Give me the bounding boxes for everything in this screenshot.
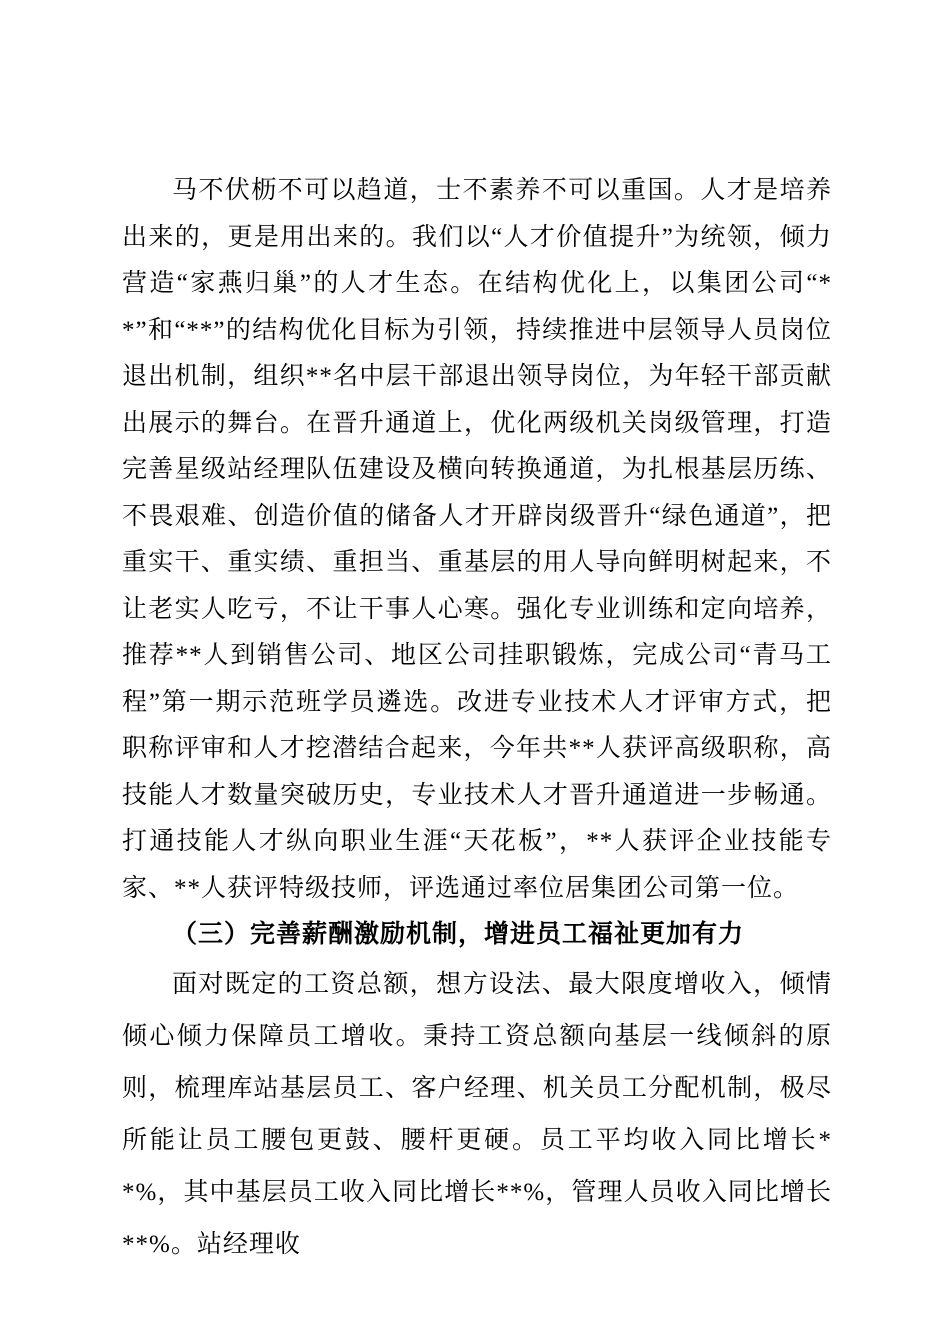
section-heading-salary-incentive: （三）完善薪酬激励机制，增进员工福祉更加有力	[172, 921, 745, 948]
paragraph-talent-development: 马不伏枥不可以趋道，士不素养不可以重国。人才是培养出来的，更是用出来的。我们以“人才价值提升”为统领，倾力营造“家燕归巢”的人才生态。在结构优化上，以集团公司“**”和“**”的结构优化目标为引领，持续推进中层领导人员岗位退出机制，组织**名中层干部退出领导岗位，为年轻干部贡献出展示的舞台。在晋升通道上，优化两级机关岗级管理，打造完善星级站经理队伍建设及横向转换通道，为扎根基层历练、不畏艰难、创造价值的储备人才开辟岗级晋升“绿色通道”，把重实干、重实绩、重担当、重基层的用人导向鲜明树起来，不让老实人吃亏，不让干事人心寒。强化专业训练和定向培养，推荐**人到销售公司、地区公司挂职锻炼，完成公司“青马工程”第一期示范班学员遴选。改进专业技术人才评审方式，把职称评审和人才挖潜结合起来，今年共**人获评高级职称，高技能人才数量突破历史，专业技术人才晋升通道进一步畅通。打通技能人才纵向职业生涯“天花板”，**人获评企业技能专家、**人获评特级技师，评选通过率位居集团公司第一位。	[122, 177, 832, 902]
paragraph-salary-income: 面对既定的工资总额，想方设法、最大限度增收入，倾情倾心倾力保障员工增收。秉持工资总额向基层一线倾斜的原则，梳理库站基层员工、客户经理、机关员工分配机制，极尽所能让员工腰包更鼓、腰杆更硬。员工平均收入同比增长**%，其中基层员工收入同比增长**%，管理人员收入同比增长**%。站经理收	[122, 970, 832, 1258]
